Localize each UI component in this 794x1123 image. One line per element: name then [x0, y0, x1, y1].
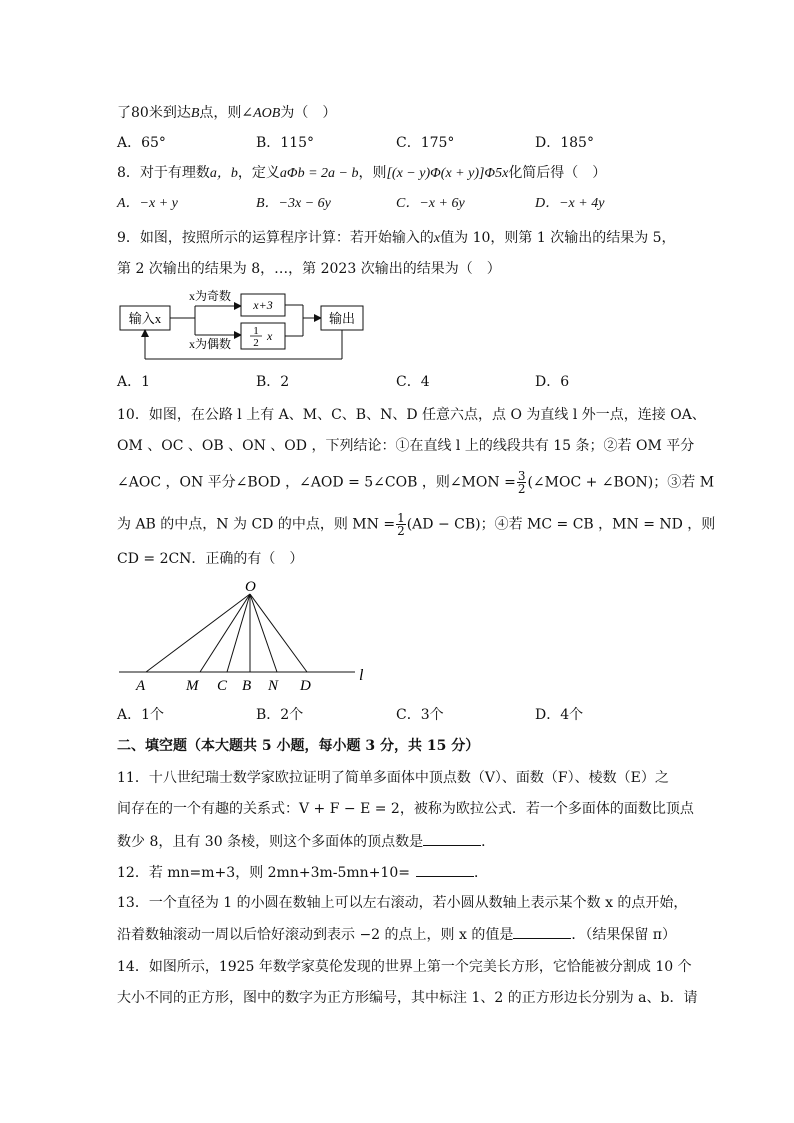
q10-figure: [117, 578, 377, 696]
q9-option-a[interactable]: A．1: [117, 374, 151, 390]
q11-stem-line1: 11．十八世纪瑞士数学家欧拉证明了简单多面体中顶点数（V）、面数（F）、棱数（E）之: [117, 770, 669, 786]
q10-stem-line4: 为 AB 的中点，N 为 CD 的中点，则 MN = $\frac{1}{2}$ (AD − CB)；④若 MC = CB ，MN = ND ，则: [117, 511, 716, 538]
answer-blank[interactable]: [513, 924, 571, 939]
half-box: [241, 323, 285, 349]
q11-stem-line3: 数少 8，且有 30 条棱，则这个多面体的顶点数是 ．: [117, 831, 495, 852]
q9-option-b[interactable]: B．2: [256, 374, 290, 390]
q10-stem-line3: ∠AOC ，ON 平分∠BOD ，∠AOD = 5∠COB ，则∠MON = $\frac{3}{2}$ (∠MOC + ∠BON)；③若 M: [117, 469, 715, 496]
q9-stem-line1: 9．如图，按照所示的运算程序计算：若开始输入的x值为 10，则第 1 次输出的结果为 5，: [117, 230, 676, 246]
q9-option-d[interactable]: D．6: [535, 374, 570, 390]
point-c-label: C: [217, 678, 228, 694]
point-b-label: B: [242, 678, 252, 694]
q7-option-c[interactable]: C．175°: [396, 135, 455, 151]
q9-flowchart: [117, 285, 377, 365]
q10-stem-line5: CD = 2CN．正确的有（ ）: [117, 551, 304, 567]
odd-label: x为奇数: [189, 289, 232, 303]
q10-option-d[interactable]: D．4个: [535, 707, 584, 723]
point-n-label: N: [268, 678, 279, 694]
even-label: x为偶数: [189, 337, 232, 351]
half-denominator: 2: [253, 337, 259, 349]
line-l-label: l: [359, 667, 364, 684]
q8-option-d[interactable]: D．−x + 4y: [535, 196, 605, 211]
q9-option-c[interactable]: C．4: [396, 374, 430, 390]
q7-option-d[interactable]: D．185°: [535, 135, 594, 151]
point-m-label: M: [186, 678, 199, 694]
fraction: $\frac{1}{2}$: [397, 511, 405, 538]
input-label: 输入x: [128, 311, 162, 326]
half-var: x: [267, 329, 273, 343]
q8-option-a[interactable]: A．−x + y: [117, 196, 178, 211]
q10-option-c[interactable]: C．3个: [396, 707, 444, 723]
q10-stem-line2: OM 、OC 、OB 、ON 、OD ，下列结论：①在直线 l 上的线段共有 15 条；②若 OM 平分: [117, 438, 695, 454]
q12-stem: 12．若 mn=m+3，则 2mn+3m-5mn+10= ．: [117, 862, 488, 883]
q14-stem-line1: 14．如图所示，1925 年数学家莫伦发现的世界上第一个完美长方形，它恰能被分割成 10 个: [117, 959, 692, 975]
point-d-label: D: [300, 678, 311, 694]
q7-stem: 了80米到达B点，则∠AOB为（ ）: [117, 105, 337, 121]
q10-stem-line1: 10．如图，在公路 l 上有 A、M、C、B、N、D 任意六点，点 O 为直线 l 外一点，连接 OA、: [117, 407, 706, 423]
q13-stem-line2: 沿着数轴滚动一周以后恰好滚动到表示 −2 的点上，则 x 的值是 ．（结果保留 π）: [117, 924, 676, 945]
point-o-label: O: [245, 579, 256, 595]
q13-stem-line1: 13．一个直径为 1 的小圆在数轴上可以左右滚动，若小圆从数轴上表示某个数 x 的点开始，: [117, 895, 688, 911]
section-heading: 二、填空题（本大题共 5 小题，每小题 3 分，共 15 分）: [117, 738, 480, 754]
q10-option-a[interactable]: A．1个: [117, 707, 165, 723]
output-label: 输出: [328, 311, 356, 326]
q8-option-b[interactable]: B．−3x − 6y: [256, 196, 331, 211]
point-a-label: A: [136, 678, 146, 694]
q8-stem: 8．对于有理数a，b，定义aΦb = 2a − b，则[(x − y)Φ(x + y)]Φ5x化简后得（ ）: [117, 165, 607, 181]
answer-blank[interactable]: [423, 831, 481, 846]
q11-stem-line2: 间存在的一个有趣的关系式：V + F − E = 2，被称为欧拉公式．若一个多面体的面数比顶点: [117, 801, 694, 817]
q7-option-a[interactable]: A．65°: [117, 135, 166, 151]
half-numerator: 1: [253, 325, 259, 337]
q14-stem-line2: 大小不同的正方形，图中的数字为正方形编号，其中标注 1、2 的正方形边长分别为 a、b．请: [117, 990, 698, 1006]
add-three-label: x+3: [253, 298, 273, 312]
q9-stem-line2: 第 2 次输出的结果为 8，…，第 2023 次输出的结果为（ ）: [117, 261, 501, 277]
answer-blank[interactable]: [416, 862, 474, 877]
fraction: $\frac{3}{2}$: [517, 469, 526, 496]
q10-option-b[interactable]: B．2个: [256, 707, 304, 723]
q8-option-c[interactable]: C．−x + 6y: [396, 196, 465, 211]
q7-option-b[interactable]: B．115°: [256, 135, 315, 151]
